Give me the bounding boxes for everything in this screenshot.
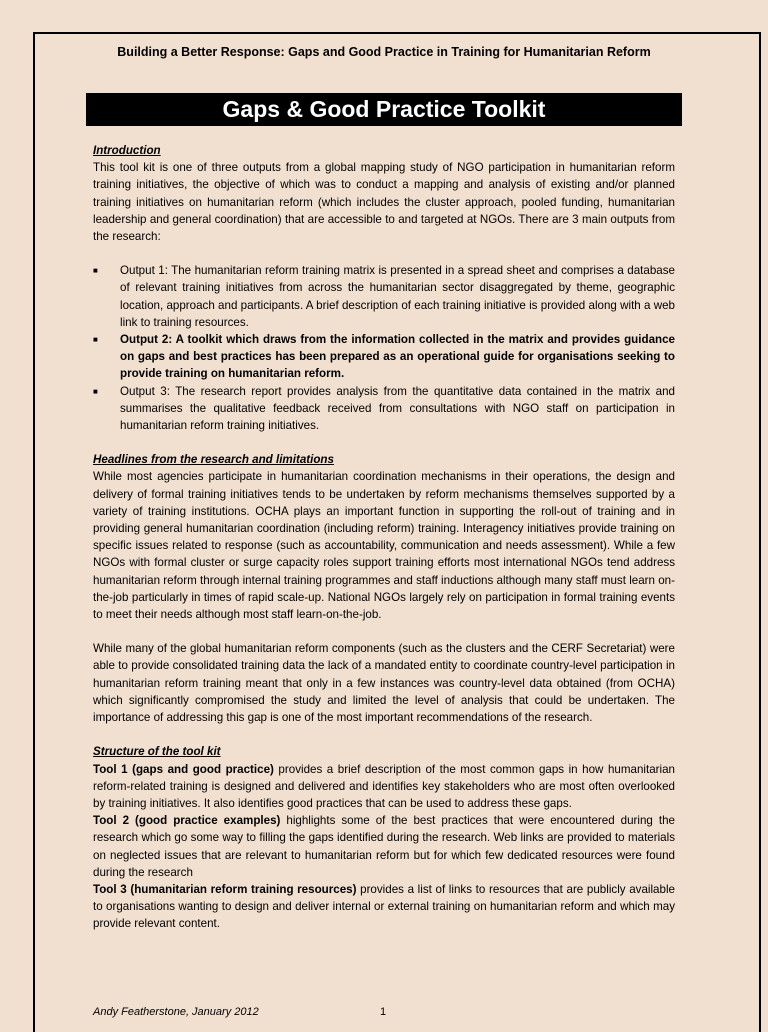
tool-2-paragraph [93,812,675,881]
tool-3-paragraph [93,881,675,933]
tool-2-lead: Tool 2 (good practice examples) [93,814,281,828]
output-1-text: Output 1: The humanitarian reform training matrix is presented in a spread sheet and comprises a database of relevant training initiatives from across the humanitarian sector disaggregated by theme, geographic location, approach and participants. A brief description of each training initiative is provided along with a web link to training resources. [120,264,675,329]
list-item [93,262,675,331]
list-item [93,331,675,383]
list-item [93,383,675,435]
introduction-paragraph: This tool kit is one of three outputs from a global mapping study of NGO participation in humanitarian reform training initiatives, the objective of which was to conduct a mapping and analysis of existing and/or planned training initiatives on humanitarian reform (which includes the cluster approach, pooled funding, humanitarian leadership and general coordination) that are accessible to and targeted at NGOs. There are 3 main outputs from the research: [93,161,675,244]
output-2-text: Output 2: A toolkit which draws from the information collected in the matrix and provides guidance on gaps and best practices has been prepared as an operational guide for organisations seeking to provide training on humanitarian reform. [120,333,675,381]
tool-2-text: highlights some of the best practices that were encountered during the research which go some way to filling the gaps identified during the research. Web links are provided to materials on neglected issues that are relevant to humanitarian reform but for which few dedicated resources were found during the research [93,814,675,879]
tool-3-text: provides a list of links to resources that are publicly available to organisations wanting to design and deliver internal or external training on humanitarian reform and which may provide relevant content. [93,882,675,931]
bullet-icon: ■ [93,386,98,396]
tool-1-lead: Tool 1 (gaps and good practice) [93,762,274,776]
headlines-paragraph-2: While many of the global humanitarian reform components (such as the clusters and the CERF Secretariat) were able to provide consolidated training data the lack of a mandated entity to coordinate country-level participation in humanitarian reform training meant that only in a few instances was country-level data obtained (from OCHA) which significantly compromised the study and limited the level of analysis that could be undertaken. The importance of addressing this gap is one of the most important recommendations of the research. [93,642,675,725]
headlines-heading: Headlines from the research and limitations [93,453,334,467]
tool-1-paragraph [93,761,675,813]
running-header: Building a Better Response: Gaps and Good Practice in Training for Humanitarian Reform [117,45,651,59]
bullet-icon: ■ [93,335,98,345]
headlines-paragraph-1: While most agencies participate in humanitarian coordination mechanisms in their operations, the design and delivery of formal training initiatives tends to be undertaken by reform mechanisms themselves supported by a variety of training institutions. OCHA plays an important function in supporting the roll-out of training and in providing general humanitarian coordination (including reform) training. Interagency initiatives provide training on specific issues related to response (such as accountability, communication and needs assessment). While a few NGOs with formal cluster or surge capacity roles support training efforts most international NGOs tend address humanitarian reform through internal training programmes and staff inductions although many staff must learn on-the-job particularly in times of rapid scale-up. National NGOs largely rely on participation in formal training events to meet their needs although most staff learn-on-the-job. [93,470,675,622]
structure-heading: Structure of the tool kit [93,745,221,759]
document-body [93,142,675,933]
tool-1-text: provides a brief description of the most common gaps in how humanitarian reform-related training is designed and delivered and identifies key stakeholders who are most often overlooked by training initiatives. It also identifies good practices that can be used to address these gaps. [93,762,675,810]
output-3-text: Output 3: The research report provides analysis from the quantitative data contained in the matrix and summarises the qualitative feedback received from consultations with NGO staff on participation in humanitarian reform training initiatives. [120,384,675,433]
bullet-icon: ■ [93,266,98,276]
outputs-list [93,262,675,434]
document-title: Gaps & Good Practice Toolkit [86,93,682,126]
introduction-heading: Introduction [93,144,161,157]
footer-author: Andy Featherstone, January 2012 [93,1006,259,1018]
tool-3-lead: Tool 3 (humanitarian reform training resources) [93,882,357,896]
page-number: 1 [380,1006,387,1018]
